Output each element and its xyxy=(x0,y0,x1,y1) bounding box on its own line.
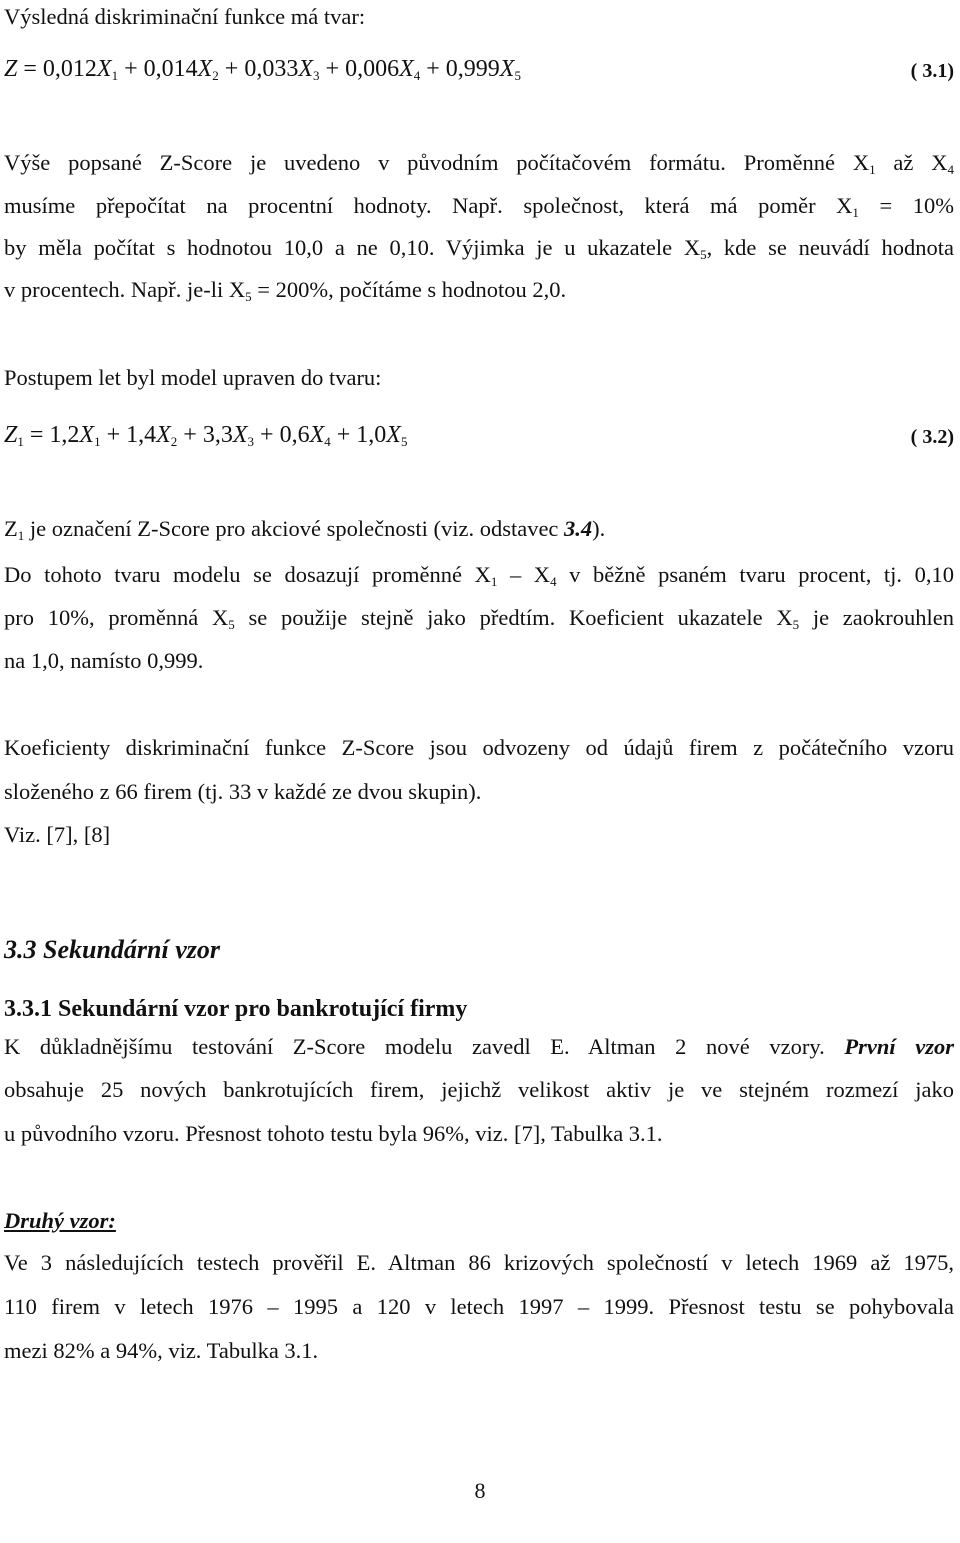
paragraph-6-line-3: u původního vzoru. Přesnost tohoto testu byla 96%, viz. [7], Tabulka 3.1. xyxy=(4,1121,663,1146)
eq1-coef-2: 0,014 xyxy=(143,56,198,82)
paragraph-7-line-2: 110 firem v letech 1976 – 1995 a 120 v letech 1997 – 1999. Přesnost testu se pohybovala xyxy=(4,1294,954,1319)
eq1-coef-3: 0,033 xyxy=(244,56,299,82)
paragraph-6-line-2: obsahuje 25 nových bankrotujících firem, jejichž velikost aktiv je ve stejném rozmezí jako xyxy=(4,1077,954,1102)
paragraph-6-line-1: K důkladnějšímu testování Z-Score modelu zavedl E. Altman 2 nové vzory. První vzor xyxy=(4,1034,954,1059)
paragraph-4-line-3: pro 10%, proměnná $X_5$ se použije stejně jako předtím. Koeficient ukazatele $X_5$ je zaokrouhlen xyxy=(4,605,955,632)
paragraph-4-line-2: Do tohoto tvaru modelu se dosazují proměnné $X_1 - X_4$ v běžně psaném tvaru procent, tj. 0,10 xyxy=(4,562,955,589)
equation-3-2: $Z_1 = 1,2X_1 + 1,4X_2 + 3,3X_3 + 0,6X_4 + 1,0X_5$ xyxy=(4,422,408,449)
paragraph-7-line-1: Ve 3 následujících testech prověřil E. Altman 86 krizových společností v letech 1969 až 1975, xyxy=(4,1250,954,1275)
subsection-heading-3-3-1: 3.3.1 Sekundární vzor pro bankrotující firmy xyxy=(4,996,468,1022)
paragraph-4-line-4: na 1,0, namísto 0,999. xyxy=(4,648,204,673)
eq1-coef-1: 0,012 xyxy=(42,56,97,82)
eq2-coef-2: 1,4 xyxy=(126,422,157,448)
eq1-coef-5: 0,999 xyxy=(445,56,500,82)
eq2-coef-4: 0,6 xyxy=(279,422,310,448)
second-sample-heading: Druhý vzor: xyxy=(4,1208,116,1233)
eq2-coef-1: 1,2 xyxy=(49,422,80,448)
section-reference: 3.4 xyxy=(564,516,593,541)
eq1-lhs: Z xyxy=(4,56,18,82)
equation-number-3-2: ( 3.2) xyxy=(910,426,954,448)
paragraph-2-line-4: v procentech. Např. je-li $X_5 = 200\%$, počítáme s hodnotou 2,0. xyxy=(4,277,567,304)
paragraph-2-line-1: Výše popsané Z-Score je uvedeno v původním počítačovém formátu. Proměnné $X_1$ až $X_4$ xyxy=(4,150,954,177)
paragraph-2-line-3: by měla počítat s hodnotou 10,0 a ne 0,10. Výjimka je u ukazatele $X_5$, kde se neuvádí hodnota xyxy=(4,235,954,262)
eq1-coef-4: 0,006 xyxy=(345,56,400,82)
paragraph-5-line-2: složeného z 66 firem (tj. 33 v každé ze dvou skupin). xyxy=(4,779,482,804)
paragraph-5-line-3: Viz. [7], [8] xyxy=(4,822,111,847)
intro-text: Výsledná diskriminační funkce má tvar: xyxy=(4,4,366,29)
paragraph-3-intro: Postupem let byl model upraven do tvaru: xyxy=(4,365,382,390)
eq2-coef-5: 1,0 xyxy=(356,422,387,448)
equation-3-1: $Z = 0,012X_1 + 0,014X_2 + 0,033X_3 + 0,006X_4 + 0,999X_5$ xyxy=(4,56,521,83)
paragraph-2-line-2: musíme přepočítat na procentní hodnoty. Např. společnost, která má poměr $X_1 = 10\%$ xyxy=(4,193,954,220)
paragraph-4-line-1: $Z_1$ je označení Z-Score pro akciové společnosti (viz. odstavec 3.4). xyxy=(4,516,606,543)
equation-number-3-1: ( 3.1) xyxy=(910,60,954,82)
eq2-coef-3: 3,3 xyxy=(202,422,233,448)
eq2-lhs: Z xyxy=(4,422,18,448)
paragraph-5-line-1: Koeficienty diskriminační funkce Z-Score jsou odvozeny od údajů firem z počátečního vzoru xyxy=(4,735,954,760)
paragraph-7-line-3: mezi 82% a 94%, viz. Tabulka 3.1. xyxy=(4,1338,319,1363)
page-number: 8 xyxy=(474,1478,486,1503)
first-sample-label: První vzor xyxy=(844,1034,954,1059)
section-heading-3-3: 3.3 Sekundární vzor xyxy=(4,935,220,964)
